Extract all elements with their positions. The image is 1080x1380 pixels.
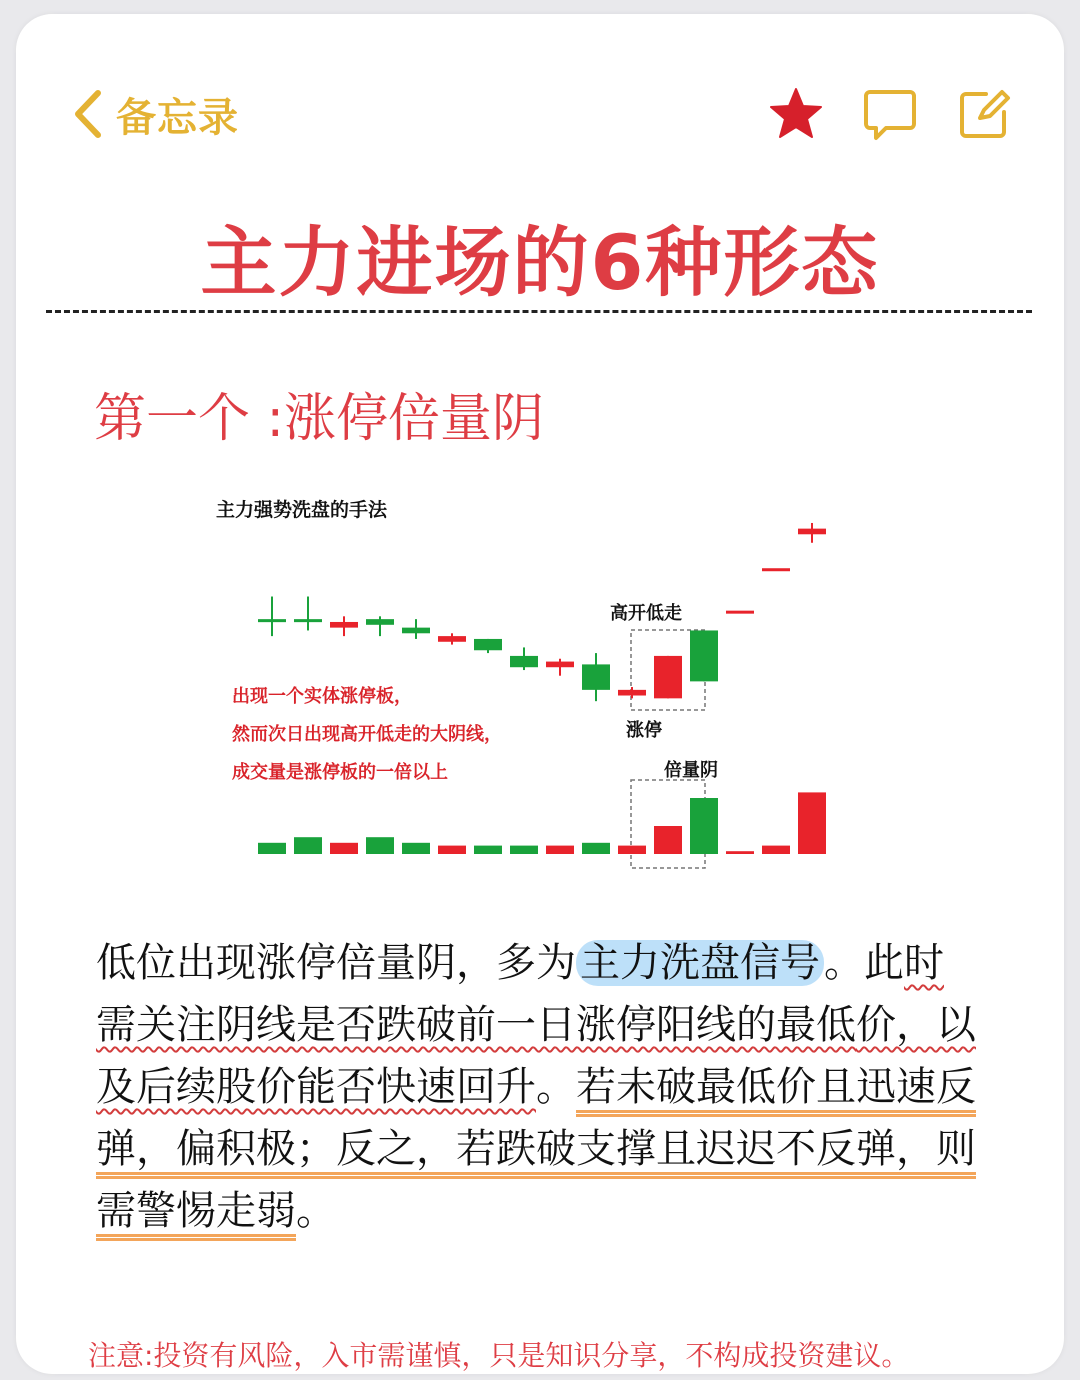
comment-icon — [862, 86, 918, 142]
body-text-2: 。此 — [824, 940, 904, 986]
note-card — [16, 14, 1064, 1374]
volume-bar — [582, 843, 610, 854]
candle-body — [330, 622, 358, 628]
volume-bar — [654, 826, 682, 854]
candle-body — [294, 619, 322, 622]
body-text-1: 低位出现涨停倍量阴，多为 — [96, 940, 576, 986]
volume-bars-group — [258, 792, 826, 854]
back-button[interactable] — [68, 84, 239, 144]
orange-underline-2: 价且迅速反弹，偏积极；反之，若跌破支撑且 — [96, 1064, 976, 1172]
candle-body — [582, 664, 610, 689]
volume-bar — [690, 798, 718, 854]
star-icon — [768, 86, 824, 142]
chart-title: 主力强势洗盘的手法 — [216, 499, 388, 521]
volume-bar — [798, 792, 826, 854]
orange-underline-3: 迟迟不反弹，则需警惕走弱 — [96, 1126, 976, 1234]
candle-body — [258, 619, 286, 622]
annotation-line-2: 然而次日出现高开低走的大阴线， — [232, 724, 502, 745]
top-bar — [16, 14, 1064, 194]
volume-bar — [402, 843, 430, 854]
annotation-line-3: 成交量是涨停板的一倍以上 — [232, 762, 448, 783]
volume-bar — [438, 846, 466, 854]
volume-bar — [618, 846, 646, 854]
candle-body — [510, 656, 538, 667]
body-text-4: 。 — [296, 1188, 336, 1234]
volume-bar — [258, 843, 286, 854]
candle-body — [762, 568, 790, 571]
section-subtitle: 第一个 :涨停倍量阴 — [94, 389, 545, 449]
wavy-underline-2: 价，以及后续股价能否快速回升 — [96, 1002, 976, 1110]
highlight-phrase: 主力洗盘信号 — [576, 940, 824, 986]
volume-bar — [474, 846, 502, 854]
candlestick-chart — [216, 484, 876, 894]
candle-body — [654, 656, 682, 698]
volume-bar — [762, 846, 790, 854]
back-label: 备忘录 — [116, 94, 239, 141]
comment-button[interactable] — [862, 86, 918, 142]
candles-group — [258, 523, 826, 701]
volume-bar — [510, 846, 538, 854]
body-text-3: 。 — [536, 1064, 576, 1110]
candle-body — [798, 529, 826, 535]
label-limit-up: 涨停 — [626, 720, 662, 741]
candle-body — [366, 619, 394, 625]
edit-button[interactable] — [956, 86, 1012, 142]
candle-body — [690, 630, 718, 681]
risk-notice: 注意:投资有风险，入市需谨慎，只是知识分享，不构成投资建议。 — [88, 1339, 910, 1372]
chevron-left-icon — [68, 87, 108, 141]
edit-icon — [956, 86, 1012, 142]
volume-bar — [330, 843, 358, 854]
dashed-divider — [46, 310, 1032, 313]
annotation-line-1: 出现一个实体涨停板， — [232, 686, 412, 707]
candle-body — [402, 628, 430, 634]
orange-underline-1: 若未破最低 — [576, 1064, 776, 1110]
favorite-button[interactable] — [768, 86, 824, 142]
label-double-volume: 倍量阴 — [664, 760, 718, 781]
label-gap: 高开低走 — [610, 603, 682, 624]
volume-bar — [366, 837, 394, 854]
candle-body — [618, 690, 646, 696]
volume-bar — [546, 846, 574, 854]
volume-bar — [294, 837, 322, 854]
candle-body — [546, 662, 574, 668]
wavy-underline-1: 时需关注阴线是否跌破前一日涨停阳线的最低 — [96, 940, 944, 1048]
body-paragraph — [96, 932, 976, 1242]
note-title: 主力进场的6种形态 — [200, 218, 880, 307]
candle-body — [726, 611, 754, 614]
candle-body — [438, 636, 466, 642]
volume-bar — [726, 851, 754, 854]
candle-body — [474, 639, 502, 650]
